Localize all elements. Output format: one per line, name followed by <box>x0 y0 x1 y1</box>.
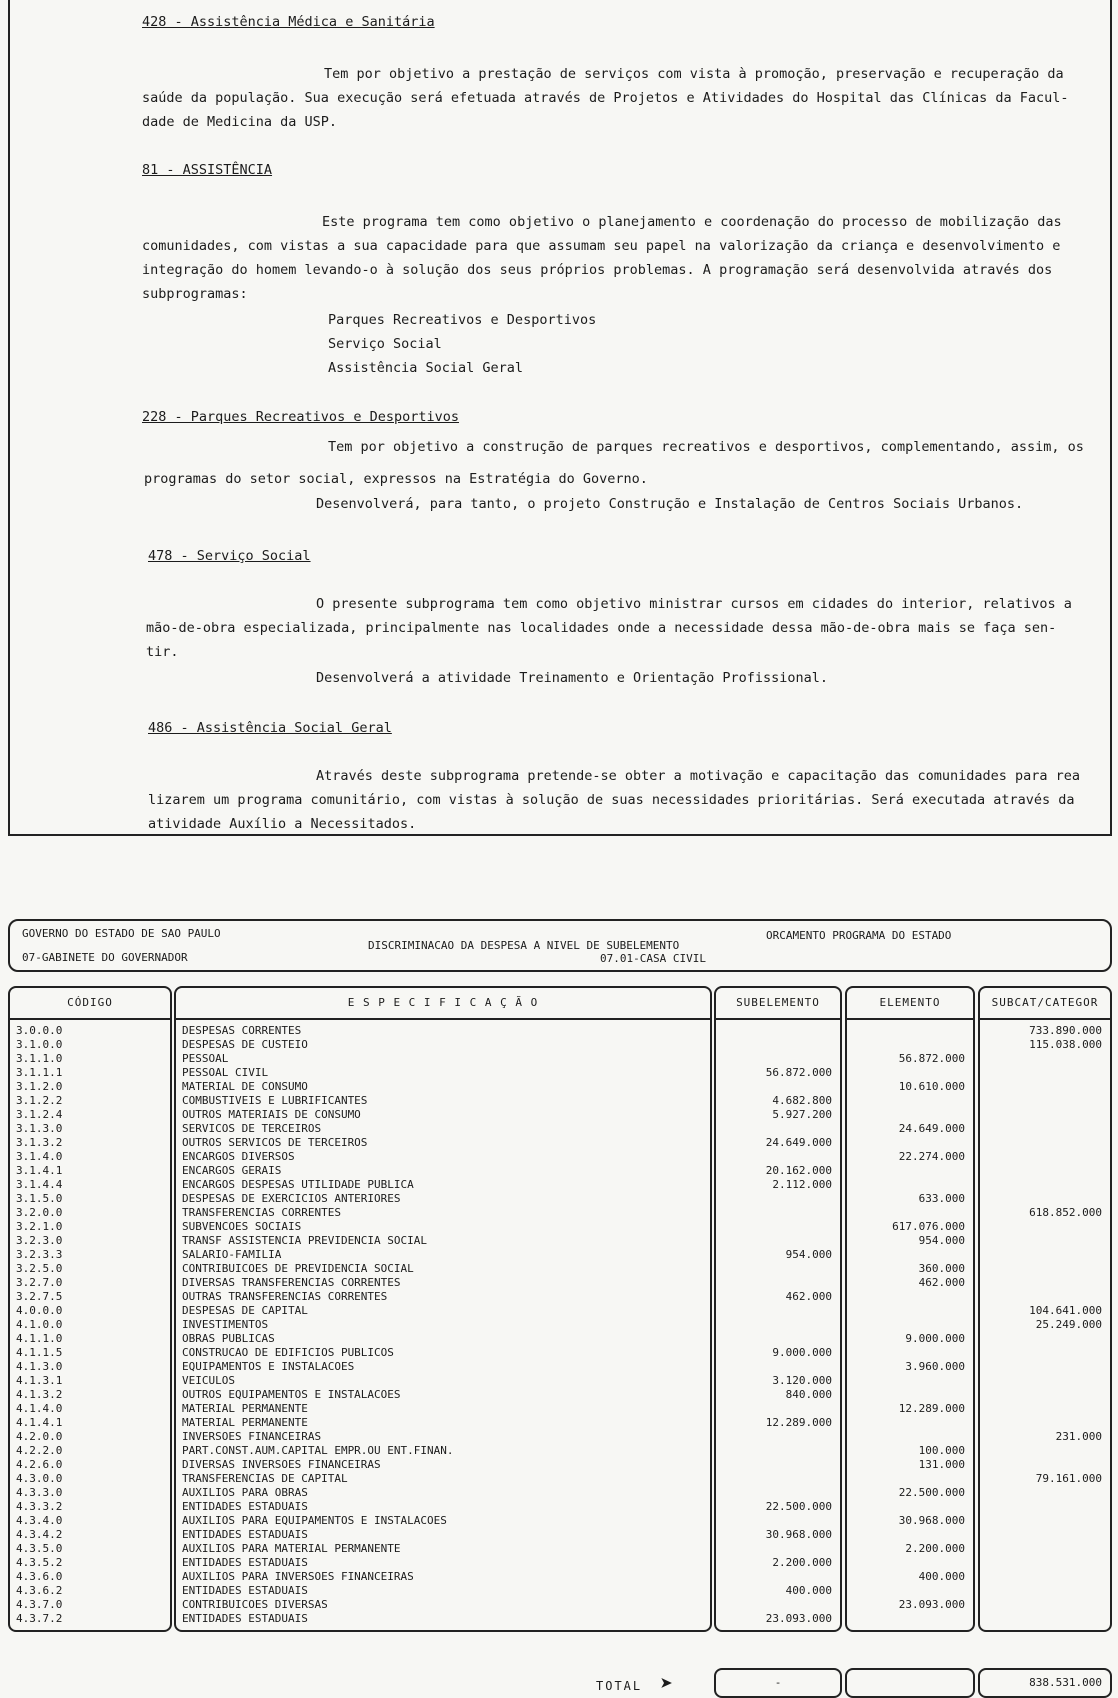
category-cell <box>980 1556 1110 1570</box>
code-cell: 3.2.3.0 <box>16 1234 63 1247</box>
element-cell <box>847 1094 973 1108</box>
category-cell <box>980 1332 1110 1346</box>
code-cell: 4.2.2.0 <box>16 1444 63 1457</box>
category-cell <box>980 1346 1110 1360</box>
column-header-subelement: SUBELEMENTO <box>716 988 840 1020</box>
element-cell <box>847 1136 973 1150</box>
category-cell <box>980 1164 1110 1178</box>
section-428-line: dade de Medicina da USP. <box>142 114 338 130</box>
element-cell <box>847 1066 973 1080</box>
element-cell <box>847 1416 973 1430</box>
section-486-title: 486 - Assistência Social Geral <box>148 720 392 736</box>
code-cell: 4.1.4.0 <box>16 1402 63 1415</box>
subelement-cell: 56.872.000 <box>765 1066 832 1079</box>
subprogram-item: Assistência Social Geral <box>328 360 524 376</box>
code-cell: 4.1.3.1 <box>16 1374 63 1387</box>
element-cell: 22.500.000 <box>898 1486 965 1499</box>
element-cell: 360.000 <box>918 1262 965 1275</box>
specification-cell: OUTRAS TRANSFERENCIAS CORRENTES <box>182 1290 388 1303</box>
category-cell <box>980 1136 1110 1150</box>
element-cell: 10.610.000 <box>898 1080 965 1093</box>
subelement-cell <box>716 1220 840 1234</box>
code-cell: 3.1.2.4 <box>16 1108 63 1121</box>
subelement-cell: 954.000 <box>785 1248 832 1261</box>
code-cell: 4.2.0.0 <box>16 1430 63 1443</box>
subelement-cell <box>716 1206 840 1220</box>
code-cell: 4.1.3.0 <box>16 1360 63 1373</box>
subelement-cell: 22.500.000 <box>765 1500 832 1513</box>
specification-cell: ENTIDADES ESTADUAIS <box>182 1528 308 1541</box>
section-81-line: integração do homem levando-o à solução dos seus próprios problemas. A programação será desenvolvida através dos <box>142 262 1053 278</box>
specification-cell: SALARIO-FAMILIA <box>182 1248 282 1261</box>
category-cell <box>980 1570 1110 1584</box>
subelement-cell: 9.000.000 <box>772 1346 832 1359</box>
element-cell <box>847 1108 973 1122</box>
category-cell <box>980 1080 1110 1094</box>
budget-program-title: ORCAMENTO PROGRAMA DO ESTADO <box>766 929 952 942</box>
section-428-line: Tem por objetivo a prestação de serviços com vista à promoção, preservação e recuperação da <box>324 66 1064 82</box>
subprogram-item: Serviço Social <box>328 336 442 352</box>
section-478-line: mão-de-obra especializada, principalmente nas localidades onde a necessidade dessa mão-de-obra mais se faça sen- <box>146 620 1057 636</box>
column-element <box>845 986 975 1632</box>
code-cell: 3.2.7.5 <box>16 1290 63 1303</box>
subelement-cell <box>716 1038 840 1052</box>
code-cell: 3.1.0.0 <box>16 1038 63 1051</box>
government-name: GOVERNO DO ESTADO DE SAO PAULO <box>22 927 221 940</box>
category-cell: 733.890.000 <box>1029 1024 1102 1037</box>
section-81-title: 81 - ASSISTÊNCIA <box>142 162 273 178</box>
code-cell: 4.3.5.0 <box>16 1542 63 1555</box>
specification-cell: OUTROS SERVICOS DE TERCEIROS <box>182 1136 368 1149</box>
subelement-cell <box>716 1458 840 1472</box>
element-cell <box>847 1318 973 1332</box>
code-cell: 3.1.4.1 <box>16 1164 63 1177</box>
category-cell <box>980 1416 1110 1430</box>
subelement-cell: 12.289.000 <box>765 1416 832 1429</box>
code-cell: 4.3.6.2 <box>16 1584 63 1597</box>
organization-name: 07-GABINETE DO GOVERNADOR <box>22 951 188 964</box>
specification-cell: DESPESAS CORRENTES <box>182 1024 302 1037</box>
total-subelement: - <box>714 1668 842 1698</box>
subelement-cell: 4.682.800 <box>772 1094 832 1107</box>
specification-cell: MATERIAL PERMANENTE <box>182 1402 308 1415</box>
element-cell <box>847 1346 973 1360</box>
category-cell <box>980 1388 1110 1402</box>
specification-cell: INVERSOES FINANCEIRAS <box>182 1430 322 1443</box>
subelement-cell: 462.000 <box>785 1290 832 1303</box>
element-cell <box>847 1290 973 1304</box>
code-cell: 3.1.1.0 <box>16 1052 63 1065</box>
category-cell <box>980 1500 1110 1514</box>
element-cell: 9.000.000 <box>905 1332 965 1345</box>
category-cell <box>980 1514 1110 1528</box>
category-cell: 115.038.000 <box>1029 1038 1102 1051</box>
element-cell: 617.076.000 <box>892 1220 965 1233</box>
subelement-cell <box>716 1304 840 1318</box>
subprogram-item: Parques Recreativos e Desportivos <box>328 312 597 328</box>
specification-cell: CONTRIBUICOES DE PREVIDENCIA SOCIAL <box>182 1262 414 1275</box>
column-header-category: SUBCAT/CATEGOR <box>980 988 1110 1020</box>
category-cell <box>980 1248 1110 1262</box>
category-cells <box>980 1024 1110 1626</box>
subelement-cell <box>716 1514 840 1528</box>
category-cell <box>980 1360 1110 1374</box>
subelement-cell <box>716 1234 840 1248</box>
section-486-line: atividade Auxílio a Necessitados. <box>148 816 417 832</box>
specification-cell: SERVICOS DE TERCEIROS <box>182 1122 322 1135</box>
element-cell <box>847 1164 973 1178</box>
subelement-cell <box>716 1598 840 1612</box>
code-cell: 4.1.1.0 <box>16 1332 63 1345</box>
code-cell: 3.2.5.0 <box>16 1262 63 1275</box>
element-cell <box>847 1472 973 1486</box>
element-cell: 30.968.000 <box>898 1514 965 1527</box>
element-cell: 22.274.000 <box>898 1150 965 1163</box>
code-cells <box>10 1024 170 1626</box>
code-cell: 4.3.7.0 <box>16 1598 63 1611</box>
code-cell: 3.2.0.0 <box>16 1206 63 1219</box>
specification-cell: AUXILIOS PARA MATERIAL PERMANENTE <box>182 1542 401 1555</box>
subelement-cell <box>716 1080 840 1094</box>
code-cell: 3.1.4.4 <box>16 1178 63 1191</box>
category-cell <box>980 1122 1110 1136</box>
element-cells <box>847 1024 973 1626</box>
element-cell <box>847 1388 973 1402</box>
code-cell: 4.3.3.0 <box>16 1486 63 1499</box>
specification-cell: CONSTRUCAO DE EDIFICIOS PUBLICOS <box>182 1346 394 1359</box>
specification-cell: TRANSFERENCIAS DE CAPITAL <box>182 1472 348 1485</box>
total-category: 838.531.000 <box>978 1668 1112 1698</box>
column-subelement <box>714 986 842 1632</box>
subelement-cell: 2.112.000 <box>772 1178 832 1191</box>
total-label: TOTAL <box>596 1679 643 1693</box>
category-cell <box>980 1262 1110 1276</box>
specification-cell: PART.CONST.AUM.CAPITAL EMPR.OU ENT.FINAN. <box>182 1444 454 1457</box>
subelement-cell <box>716 1150 840 1164</box>
subelement-cell <box>716 1276 840 1290</box>
element-cell <box>847 1500 973 1514</box>
code-cell: 3.1.3.2 <box>16 1136 63 1149</box>
specification-cell: DIVERSAS TRANSFERENCIAS CORRENTES <box>182 1276 401 1289</box>
specification-cell: DIVERSAS INVERSOES FINANCEIRAS <box>182 1458 381 1471</box>
unit-name: 07.01-CASA CIVIL <box>600 952 706 965</box>
narrative-box <box>8 0 1112 836</box>
section-478-title: 478 - Serviço Social <box>148 548 311 564</box>
specification-cell: AUXILIOS PARA OBRAS <box>182 1486 308 1499</box>
section-478-line: tir. <box>146 644 179 660</box>
specification-cells <box>176 1024 710 1626</box>
specification-cell: ENTIDADES ESTADUAIS <box>182 1500 308 1513</box>
code-cell: 3.2.1.0 <box>16 1220 63 1233</box>
specification-cell: OUTROS MATERIAIS DE CONSUMO <box>182 1108 361 1121</box>
category-cell <box>980 1542 1110 1556</box>
element-cell <box>847 1556 973 1570</box>
category-cell <box>980 1066 1110 1080</box>
column-header-element: ELEMENTO <box>847 988 973 1020</box>
section-478-line: O presente subprograma tem como objetivo ministrar cursos em cidades do interior, relativos a <box>316 596 1072 612</box>
category-cell <box>980 1234 1110 1248</box>
subelement-cell <box>716 1122 840 1136</box>
category-cell <box>980 1094 1110 1108</box>
element-cell: 3.960.000 <box>905 1360 965 1373</box>
code-cell: 4.1.0.0 <box>16 1318 63 1331</box>
specification-cell: OBRAS PUBLICAS <box>182 1332 275 1345</box>
code-cell: 4.3.7.2 <box>16 1612 63 1625</box>
subelement-cell: 30.968.000 <box>765 1528 832 1541</box>
subelement-cell: 23.093.000 <box>765 1612 832 1625</box>
code-cell: 3.1.2.0 <box>16 1080 63 1093</box>
subelement-cell <box>716 1486 840 1500</box>
subelement-cell <box>716 1332 840 1346</box>
category-cell: 79.161.000 <box>1035 1472 1102 1485</box>
subelement-cell <box>716 1024 840 1038</box>
category-cell <box>980 1598 1110 1612</box>
specification-cell: DESPESAS DE CUSTEIO <box>182 1038 308 1051</box>
specification-cell: EQUIPAMENTOS E INSTALACOES <box>182 1360 355 1373</box>
section-228-line: programas do setor social, expressos na Estratégia do Governo. <box>144 471 648 487</box>
code-cell: 4.1.3.2 <box>16 1388 63 1401</box>
category-cell <box>980 1150 1110 1164</box>
element-cell: 56.872.000 <box>898 1052 965 1065</box>
element-cell <box>847 1528 973 1542</box>
section-486-line: lizarem um programa comunitário, com vistas à solução de suas necessidades prioritárias. Será executada através da <box>148 792 1075 808</box>
element-cell: 100.000 <box>918 1444 965 1457</box>
element-cell <box>847 1374 973 1388</box>
subelement-cell: 840.000 <box>785 1388 832 1401</box>
section-81-line: Este programa tem como objetivo o planejamento e coordenação do processo de mobilização das <box>322 214 1062 230</box>
element-cell: 400.000 <box>918 1570 965 1583</box>
category-cell <box>980 1584 1110 1598</box>
code-cell: 3.1.3.0 <box>16 1122 63 1135</box>
subelement-cell: 5.927.200 <box>772 1108 832 1121</box>
code-cell: 3.1.1.1 <box>16 1066 63 1079</box>
category-cell <box>980 1276 1110 1290</box>
code-cell: 4.3.4.0 <box>16 1514 63 1527</box>
category-cell: 618.852.000 <box>1029 1206 1102 1219</box>
subelement-cell <box>716 1262 840 1276</box>
specification-cell: MATERIAL DE CONSUMO <box>182 1080 308 1093</box>
subelement-cell <box>716 1444 840 1458</box>
subelement-cell: 20.162.000 <box>765 1164 832 1177</box>
section-228-title: 228 - Parques Recreativos e Desportivos <box>142 409 459 425</box>
element-cell: 2.200.000 <box>905 1542 965 1555</box>
code-cell: 3.2.7.0 <box>16 1276 63 1289</box>
category-cell <box>980 1192 1110 1206</box>
column-header-code: CÓDIGO <box>10 988 170 1020</box>
section-428-line: saúde da população. Sua execução será efetuada através de Projetos e Atividades do Hospital das Clínicas da Facul- <box>142 90 1069 106</box>
specification-cell: INVESTIMENTOS <box>182 1318 269 1331</box>
column-category <box>978 986 1112 1632</box>
category-cell: 104.641.000 <box>1029 1304 1102 1317</box>
specification-cell: TRANSF ASSISTENCIA PREVIDENCIA SOCIAL <box>182 1234 428 1247</box>
subelement-cell <box>716 1192 840 1206</box>
specification-cell: VEICULOS <box>182 1374 235 1387</box>
specification-cell: COMBUSTIVEIS E LUBRIFICANTES <box>182 1094 368 1107</box>
element-cell <box>847 1024 973 1038</box>
arrow-right-icon: ➤ <box>660 1672 674 1697</box>
specification-cell: MATERIAL PERMANENTE <box>182 1416 308 1429</box>
code-cell: 4.3.4.2 <box>16 1528 63 1541</box>
specification-cell: CONTRIBUICOES DIVERSAS <box>182 1598 328 1611</box>
report-title: DISCRIMINACAO DA DESPESA A NIVEL DE SUBELEMENTO <box>368 939 680 952</box>
budget-header <box>8 919 1112 972</box>
element-cell: 12.289.000 <box>898 1402 965 1415</box>
code-cell: 3.1.4.0 <box>16 1150 63 1163</box>
element-cell: 23.093.000 <box>898 1598 965 1611</box>
code-cell: 4.3.6.0 <box>16 1570 63 1583</box>
column-specification <box>174 986 712 1632</box>
section-228-line: Tem por objetivo a construção de parques recreativos e desportivos, complementando, assim, os <box>328 439 1084 455</box>
element-cell: 131.000 <box>918 1458 965 1471</box>
subelement-cell <box>716 1318 840 1332</box>
category-cell <box>980 1486 1110 1500</box>
subelement-cell <box>716 1052 840 1066</box>
subelement-cell <box>716 1542 840 1556</box>
element-cell <box>847 1612 973 1626</box>
specification-cell: ENCARGOS DIVERSOS <box>182 1150 295 1163</box>
specification-cell: ENCARGOS GERAIS <box>182 1164 282 1177</box>
code-cell: 4.2.6.0 <box>16 1458 63 1471</box>
code-cell: 4.0.0.0 <box>16 1304 63 1317</box>
subelement-cell: 3.120.000 <box>772 1374 832 1387</box>
category-cell <box>980 1612 1110 1626</box>
total-element <box>845 1668 975 1698</box>
category-cell <box>980 1108 1110 1122</box>
section-486-line: Através deste subprograma pretende-se obter a motivação e capacitação das comunidades para rea <box>316 768 1081 784</box>
code-cell: 3.2.3.3 <box>16 1248 63 1261</box>
specification-cell: AUXILIOS PARA EQUIPAMENTOS E INSTALACOES <box>182 1514 447 1527</box>
specification-cell: ENTIDADES ESTADUAIS <box>182 1584 308 1597</box>
subelement-cell: 400.000 <box>785 1584 832 1597</box>
element-cell: 633.000 <box>918 1192 965 1205</box>
element-cell <box>847 1584 973 1598</box>
element-cell <box>847 1178 973 1192</box>
subelement-cell: 24.649.000 <box>765 1136 832 1149</box>
subelement-cell <box>716 1472 840 1486</box>
category-cell <box>980 1178 1110 1192</box>
category-cell <box>980 1402 1110 1416</box>
subelement-cells <box>716 1024 840 1626</box>
category-cell <box>980 1458 1110 1472</box>
specification-cell: AUXILIOS PARA INVERSOES FINANCEIRAS <box>182 1570 414 1583</box>
column-header-specification: E S P E C I F I C A Ç Ã O <box>176 988 710 1020</box>
specification-cell: DESPESAS DE EXERCICIOS ANTERIORES <box>182 1192 401 1205</box>
code-cell: 3.1.5.0 <box>16 1192 63 1205</box>
specification-cell: ENTIDADES ESTADUAIS <box>182 1612 308 1625</box>
column-code <box>8 986 172 1632</box>
category-cell <box>980 1528 1110 1542</box>
specification-cell: DESPESAS DE CAPITAL <box>182 1304 308 1317</box>
section-81-line: comunidades, com vistas a sua capacidade para que assumam seu papel na valorização da criança e desenvolvimento e <box>142 238 1061 254</box>
element-cell: 462.000 <box>918 1276 965 1289</box>
specification-cell: PESSOAL <box>182 1052 229 1065</box>
subelement-cell <box>716 1430 840 1444</box>
category-cell: 231.000 <box>1055 1430 1102 1443</box>
code-cell: 4.1.1.5 <box>16 1346 63 1359</box>
code-cell: 3.0.0.0 <box>16 1024 63 1037</box>
subelement-cell: 2.200.000 <box>772 1556 832 1569</box>
section-428-title: 428 - Assistência Médica e Sanitária <box>142 14 435 30</box>
subelement-cell <box>716 1402 840 1416</box>
specification-cell: OUTROS EQUIPAMENTOS E INSTALACOES <box>182 1388 401 1401</box>
category-cell <box>980 1052 1110 1066</box>
subelement-cell <box>716 1570 840 1584</box>
specification-cell: TRANSFERENCIAS CORRENTES <box>182 1206 341 1219</box>
element-cell <box>847 1248 973 1262</box>
category-cell <box>980 1444 1110 1458</box>
element-cell: 954.000 <box>918 1234 965 1247</box>
specification-cell: ENCARGOS DESPESAS UTILIDADE PUBLICA <box>182 1178 414 1191</box>
code-cell: 4.3.0.0 <box>16 1472 63 1485</box>
section-478-line: Desenvolverá a atividade Treinamento e Orientação Profissional. <box>316 670 829 686</box>
specification-cell: PESSOAL CIVIL <box>182 1066 269 1079</box>
code-cell: 4.3.3.2 <box>16 1500 63 1513</box>
category-cell <box>980 1374 1110 1388</box>
specification-cell: SUBVENCOES SOCIAIS <box>182 1220 302 1233</box>
code-cell: 4.3.5.2 <box>16 1556 63 1569</box>
element-cell: 24.649.000 <box>898 1122 965 1135</box>
category-cell <box>980 1220 1110 1234</box>
section-228-line: Desenvolverá, para tanto, o projeto Construção e Instalação de Centros Sociais Urbanos. <box>316 496 1024 512</box>
element-cell <box>847 1038 973 1052</box>
category-cell: 25.249.000 <box>1035 1318 1102 1331</box>
subelement-cell <box>716 1360 840 1374</box>
element-cell <box>847 1430 973 1444</box>
category-cell <box>980 1290 1110 1304</box>
element-cell <box>847 1304 973 1318</box>
code-cell: 3.1.2.2 <box>16 1094 63 1107</box>
specification-cell: ENTIDADES ESTADUAIS <box>182 1556 308 1569</box>
element-cell <box>847 1206 973 1220</box>
section-81-line: subprogramas: <box>142 286 248 302</box>
code-cell: 4.1.4.1 <box>16 1416 63 1429</box>
